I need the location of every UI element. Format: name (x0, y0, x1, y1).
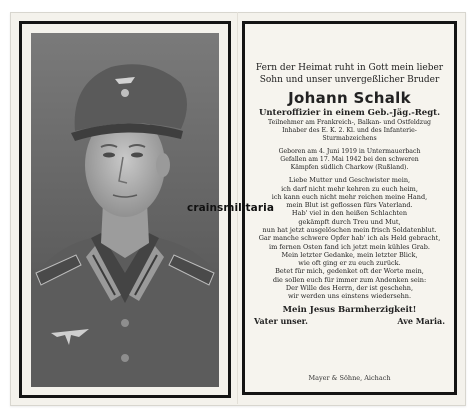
prayer-right: Ave Maria. (397, 315, 445, 326)
poem-line: mein Blut ist geflossen fürs Vaterland. (286, 201, 413, 210)
prayer-row (248, 316, 451, 327)
printer-imprint: Mayer & Söhne, Aichach (308, 374, 391, 382)
service-line-2: Inhaber des E. K. 2. Kl. und des Infanterie- (282, 127, 417, 135)
poem-line: Der Wille des Herrn, der ist geschehn, (285, 284, 414, 293)
deceased-name: Johann Schalk (288, 89, 411, 107)
poem-line: Liebe Mutter und Geschwister mein, (288, 176, 411, 185)
poem-line: gekämpft durch Treu und Mut, (298, 217, 401, 226)
intro-line-2: Sohn und unser unvergeßlicher Bruder (259, 75, 440, 85)
poem-line: ich kann euch nicht mehr reichen meine Hand, (271, 192, 428, 201)
poem-line: die sollen euch für immer zum Andenken sein: (272, 275, 427, 284)
death-line-2: Kämpfen südlich Charkow (Rußland). (290, 164, 409, 172)
poem-line: ich darf nicht mehr kehren zu euch heim, (281, 184, 418, 193)
poem-line: Betet für mich, gedenket oft der Worte mein, (275, 267, 424, 276)
service-line-3: Sturmabzeichens (322, 135, 377, 143)
poem-line: wie oft ging er zu euch zurück. (298, 259, 401, 268)
watermark: crainsmilitaria (187, 202, 275, 214)
poem-line: nun hat jetzt ausgelöschen mein frisch Soldatenblut. (262, 226, 437, 234)
memorial-text (248, 62, 451, 327)
poem-line: im fernen Osten fand ich jetzt mein kühles Grab. (269, 242, 430, 251)
poem-line: wir werden uns einstens wiedersehn. (287, 292, 412, 301)
service-line-1: Teilnehmer am Frankreich-, Balkan- und Ostfeldzug (267, 119, 432, 126)
birth-line: Geboren am 4. Juni 1919 in Untermauerbach (278, 147, 421, 155)
poem-line: Hab' viel in den heißen Schlachten (291, 209, 408, 218)
rank-line: Unteroffizier in einem Geb.-Jäg.-Regt. (258, 108, 441, 118)
closing-prayer: Mein Jesus Barmherzigkeit! (282, 304, 417, 315)
intro-line-1: Fern der Heimat ruht in Gott mein lieber (255, 63, 444, 73)
prayer-left: Vater unser. (254, 315, 308, 326)
poem-line: Gar manche schwere Opfer hab' ich als Held gebracht, (258, 234, 441, 243)
death-line-1: Gefallen am 17. Mai 1942 bei den schweren (280, 155, 419, 163)
poem-line: Mein letzter Gedanke, mein letzter Blick, (281, 250, 418, 259)
